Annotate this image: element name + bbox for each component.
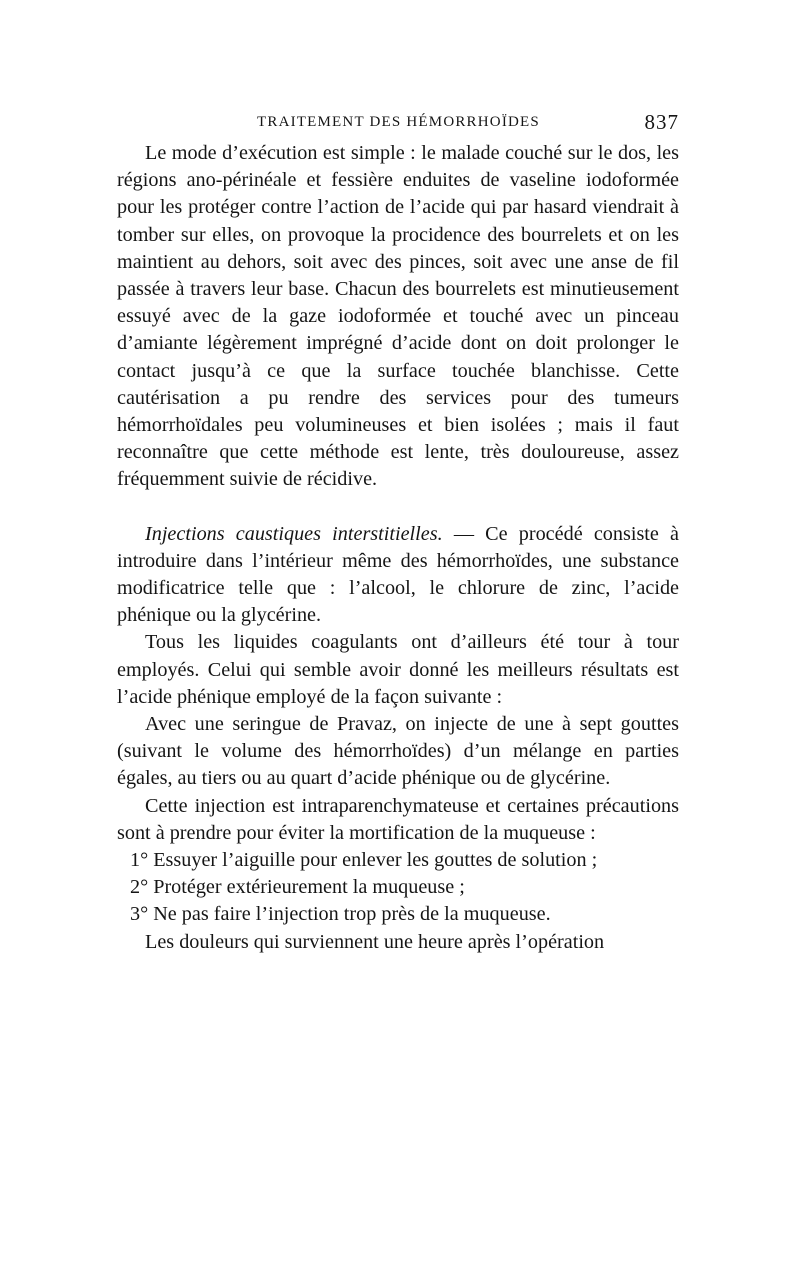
page-content [117, 140, 679, 956]
paragraph-coagulants: Tous les liquides coagulants ont d’ailleurs été tour à tour employés. Celui qui semble avoir donné les meilleurs résultats est l’acide phénique employé de la façon suivante : [117, 631, 679, 708]
section-paragraph-injections [117, 521, 679, 630]
paragraph-execution-method: Le mode d’exécution est simple : le malade couché sur le dos, les régions ano-périnéale et fessière enduites de vaseline iodoformée pour les protéger contre l’action de l’acide qui par hasard viendrait à tomber sur elles, on provoque la procidence des bourrelets et on les maintient au dehors, soit avec des pinces, soit avec une anse de fil passée à travers leur base. Chacun des bourrelets est minutieusement essuyé avec de la gaze iodoformée et touché avec un pinceau d’amiante légèrement imprégné d’acide dont on doit prolonger le contact jusqu’à ce que la surface touchée blanchisse. Cette cautérisation a pu rendre des services pour des tumeurs hémorrhoïdales peu volumineuses et bien isolées ; mais il faut reconnaître que cette méthode est lente, très douloureuse, assez fréquemment suivie de récidive. [117, 142, 679, 491]
page-number: 837 [644, 110, 679, 134]
paragraph-pravaz-syringe: Avec une seringue de Pravaz, on injecte de une à sept gouttes (suivant le volume des hémorrhoïdes) d’un mélange en parties égales, au tiers ou au quart d’acide phénique ou de glycérine. [117, 713, 679, 790]
precaution-list-item: 2° Protéger extérieurement la muqueuse ; [130, 876, 465, 899]
paragraph-pain-after-operation: Les douleurs qui surviennent une heure après l’opération [145, 930, 605, 953]
section-introduction: — Ce procédé consiste à introduire dans l’intérieur même des hémorrhoïdes, une substance modificatrice telle que : l’alcool, le chlorure de zinc, l’acide phénique ou la glycérine. [117, 522, 679, 627]
paragraph-precautions: Cette injection est intraparenchymateuse et certaines précautions sont à prendre pour éviter la mortification de la muqueuse : [117, 794, 679, 844]
page-header [117, 106, 679, 140]
precaution-list-item: 1° Essuyer l’aiguille pour enlever les gouttes de solution ; [130, 849, 598, 872]
running-head: TRAITEMENT DES HÉMORRHOÏDES [257, 114, 540, 130]
precaution-list-item: 3° Ne pas faire l’injection trop près de la muqueuse. [130, 903, 551, 926]
section-title: Injections caustiques interstitielles. [145, 522, 443, 545]
book-page [117, 106, 679, 956]
